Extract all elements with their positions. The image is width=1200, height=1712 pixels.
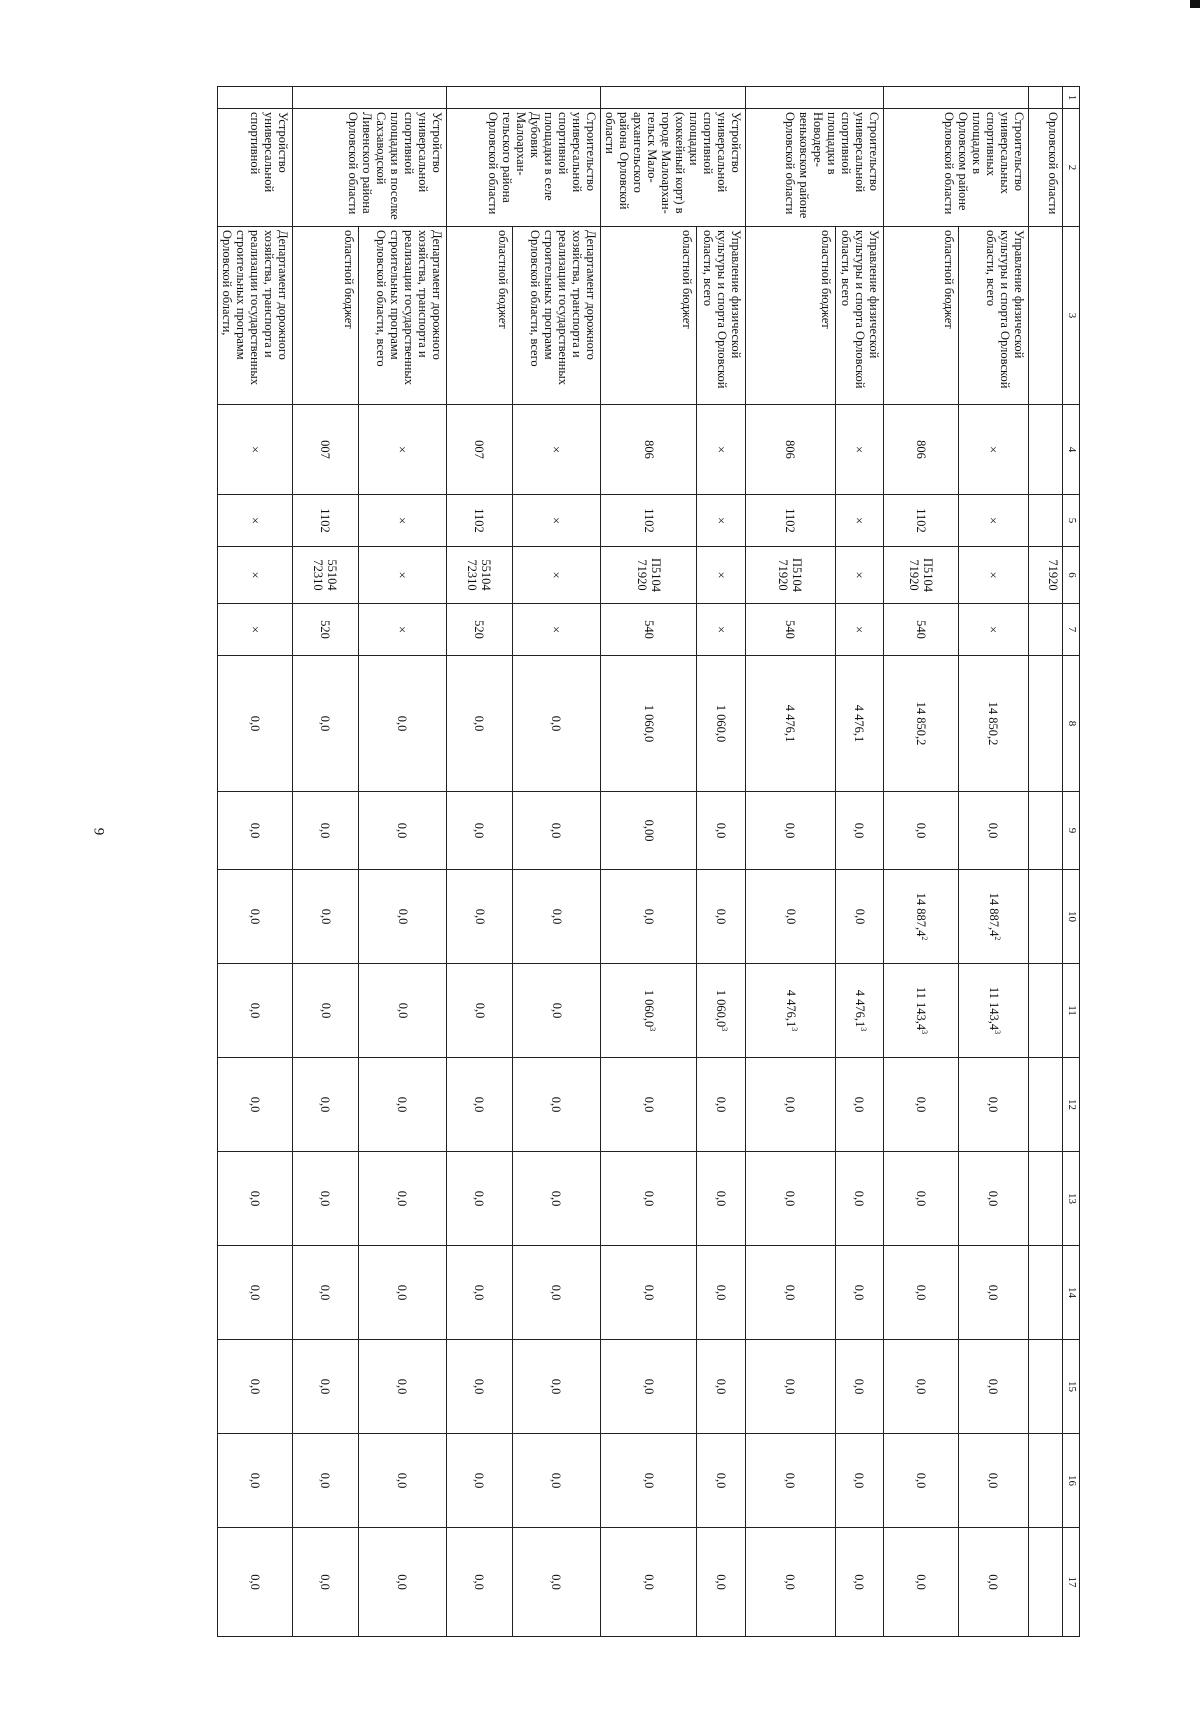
cell-c8: 1 060,0	[601, 656, 697, 792]
cell-c17: 0,0	[513, 1528, 601, 1637]
cell-c9: 0,0	[513, 792, 601, 870]
cell-c13: 0,0	[884, 1152, 959, 1246]
cell-c14: 0,0	[359, 1246, 447, 1340]
amount-cell	[447, 870, 513, 964]
table-row	[447, 87, 513, 1637]
col-header: 5	[1063, 495, 1080, 547]
cell-c9: 0,00	[601, 792, 697, 870]
amount-value: 0,0	[395, 908, 410, 925]
row-index-cell	[447, 87, 601, 109]
amount-cell	[959, 964, 1029, 1058]
event-name: Строительство универсальной спортивной площадки в Новодере-веньковском районе Орловской области	[746, 109, 884, 227]
col-header: 15	[1063, 1340, 1080, 1434]
cell-c13: 0,0	[697, 1152, 746, 1246]
amount-cell	[746, 870, 836, 964]
cell-c12: 0,0	[836, 1058, 884, 1152]
cell-c7: ×	[513, 604, 601, 656]
table-row	[884, 87, 959, 1637]
cell-c17: 0,0	[959, 1528, 1029, 1637]
cell-c17: 0,0	[746, 1528, 836, 1637]
table-body	[218, 87, 1063, 1637]
cell-c16: 0,0	[218, 1434, 293, 1528]
cell-c4: ×	[697, 405, 746, 495]
cell-c17: 0,0	[601, 1528, 697, 1637]
cell-c4: ×	[513, 405, 601, 495]
continued-name: Орловской области	[1029, 109, 1063, 227]
cell-c9: 0,0	[836, 792, 884, 870]
cell-c7: 520	[447, 604, 513, 656]
cell-c17: 0,0	[359, 1528, 447, 1637]
amount-value: 0,0	[472, 908, 487, 925]
funding-source: областной бюджет	[884, 227, 959, 405]
cell-c4: ×	[959, 405, 1029, 495]
cell-c7: 520	[293, 604, 359, 656]
cell-c12: 0,0	[959, 1058, 1029, 1152]
cell-c5: ×	[513, 495, 601, 547]
cell-c4: 007	[447, 405, 513, 495]
funding-source: Департамент дорожного хозяйства, транспорта и реализации государственных строительных программ Орловской области, всего	[513, 227, 601, 405]
cell-c8: 0,0	[447, 656, 513, 792]
cell-c6: 55104 72310	[293, 547, 359, 604]
amount-value: 0,0	[395, 1002, 410, 1019]
cell-c5: ×	[836, 495, 884, 547]
cell-c13: 0,0	[218, 1152, 293, 1246]
cell-c14: 0,0	[836, 1246, 884, 1340]
amount-value: 0,0	[714, 908, 729, 925]
cell-c9: 0,0	[359, 792, 447, 870]
col-header: 17	[1063, 1528, 1080, 1637]
event-name: Устройство универсальной спортивной	[218, 109, 293, 227]
cell-c12: 0,0	[746, 1058, 836, 1152]
amount-cell	[218, 964, 293, 1058]
amount-cell	[746, 964, 836, 1058]
amount-value: 0,0	[247, 1002, 262, 1019]
cell-c5: 1102	[884, 495, 959, 547]
amount-value: 0,0	[641, 908, 656, 925]
row-index-cell	[746, 87, 884, 109]
footnote-mark: 3	[920, 1030, 930, 1035]
cell-c12: 0,0	[884, 1058, 959, 1152]
amount-cell	[836, 870, 884, 964]
event-name: Устройство универсальной спортивной площадки (хоккейный корт) в городе Малоархан-гельск Мало-архангельского района Орловской области	[601, 109, 746, 227]
col-header: 4	[1063, 405, 1080, 495]
amount-cell	[293, 964, 359, 1058]
cell-c4: 007	[293, 405, 359, 495]
col-header: 14	[1063, 1246, 1080, 1340]
col-header: 3	[1063, 227, 1080, 405]
cell-c13: 0,0	[836, 1152, 884, 1246]
cell-c7: ×	[218, 604, 293, 656]
amount-value: 11 143,4	[913, 986, 928, 1031]
cell-c15: 0,0	[601, 1340, 697, 1434]
col-header: 6	[1063, 547, 1080, 604]
cell-c5: ×	[959, 495, 1029, 547]
amount-cell	[447, 964, 513, 1058]
table-row	[293, 87, 359, 1637]
cell-c6: 55104 72310	[447, 547, 513, 604]
cell-c17: 0,0	[447, 1528, 513, 1637]
cell-c8: 0,0	[513, 656, 601, 792]
cell-c15: 0,0	[293, 1340, 359, 1434]
cell-c13: 0,0	[447, 1152, 513, 1246]
corner-mark	[1190, 0, 1200, 8]
cell-c14: 0,0	[959, 1246, 1029, 1340]
cell-c16: 0,0	[359, 1434, 447, 1528]
col-header: 9	[1063, 792, 1080, 870]
cell-c13: 0,0	[959, 1152, 1029, 1246]
cell-c12: 0,0	[601, 1058, 697, 1152]
amount-value: 0,0	[318, 1002, 333, 1019]
cell-c4: 806	[884, 405, 959, 495]
amount-value: 1 060,0	[641, 989, 656, 1028]
cell-c14: 0,0	[513, 1246, 601, 1340]
cell-c6: ×	[359, 547, 447, 604]
table-row	[746, 87, 836, 1637]
footnote-mark: 3	[789, 1027, 799, 1032]
cell-c16: 0,0	[293, 1434, 359, 1528]
amount-cell	[884, 964, 959, 1058]
event-name: Строительство универсальной спортивной площадки в селе Дубовик Малоархан-гельского района Орловской области	[447, 109, 601, 227]
footnote-mark: 3	[858, 1027, 868, 1032]
cell-c5: 1102	[746, 495, 836, 547]
cell-c16: 0,0	[746, 1434, 836, 1528]
amount-cell	[836, 964, 884, 1058]
table-row	[601, 87, 697, 1637]
cell-c8: 0,0	[293, 656, 359, 792]
amount-cell	[601, 964, 697, 1058]
cell-c17: 0,0	[884, 1528, 959, 1637]
page-number: 9	[90, 827, 107, 836]
cell-c12: 0,0	[697, 1058, 746, 1152]
row-index-cell	[218, 87, 293, 109]
amount-value: 0,0	[318, 908, 333, 925]
col-header: 10	[1063, 870, 1080, 964]
column-number-row	[1063, 87, 1080, 1637]
footnote-mark: 3	[647, 1027, 657, 1032]
cell-c5: ×	[697, 495, 746, 547]
table-row	[218, 87, 293, 1637]
cell-c8: 4 476,1	[836, 656, 884, 792]
cell-c7: ×	[697, 604, 746, 656]
cell-c14: 0,0	[218, 1246, 293, 1340]
cell-c7: ×	[959, 604, 1029, 656]
amount-value: 0,0	[549, 1002, 564, 1019]
footnote-mark: 3	[992, 1030, 1002, 1035]
cell-c14: 0,0	[746, 1246, 836, 1340]
row-index-cell	[884, 87, 1029, 109]
amount-value: 4 476,1	[783, 989, 798, 1028]
cell-c6: П5104 71920	[884, 547, 959, 604]
cell-c5: ×	[359, 495, 447, 547]
funding-source: Управление физической культуры и спорта Орловской области, всего	[959, 227, 1029, 405]
cell-c7: ×	[836, 604, 884, 656]
cell-c14: 0,0	[447, 1246, 513, 1340]
cell-c12: 0,0	[218, 1058, 293, 1152]
cell-c15: 0,0	[359, 1340, 447, 1434]
cell-c9: 0,0	[218, 792, 293, 870]
cell-c16: 0,0	[447, 1434, 513, 1528]
col-header: 11	[1063, 964, 1080, 1058]
cell-c8: 1 060,0	[697, 656, 746, 792]
cell-c5: 1102	[447, 495, 513, 547]
cell-c14: 0,0	[601, 1246, 697, 1340]
col-header: 2	[1063, 109, 1080, 227]
cell-c6: ×	[836, 547, 884, 604]
cell-c12: 0,0	[293, 1058, 359, 1152]
col-header: 7	[1063, 604, 1080, 656]
continuation-row	[1029, 87, 1063, 1637]
funding-source: Департамент дорожного хозяйства, транспорта и реализации государственных строительных программ Орловской области,	[218, 227, 293, 405]
cell-c6: П5104 71920	[746, 547, 836, 604]
cell-c12: 0,0	[513, 1058, 601, 1152]
cell-c6: ×	[513, 547, 601, 604]
amount-cell	[359, 870, 447, 964]
amount-cell	[601, 870, 697, 964]
cell-c13: 0,0	[359, 1152, 447, 1246]
cell-c9: 0,0	[746, 792, 836, 870]
col-header: 8	[1063, 656, 1080, 792]
cell-c4: 806	[601, 405, 697, 495]
funding-source: Управление физической культуры и спорта Орловской области, всего	[836, 227, 884, 405]
amount-value: 4 476,1	[852, 989, 867, 1028]
amount-value: 14 887,4	[986, 892, 1001, 937]
event-name: Строительство универсальных спортивных площадок в Орловском районе Орловской области	[884, 109, 1029, 227]
funding-source: Департамент дорожного хозяйства, транспорта и реализации государственных строительных программ Орловской области, всего	[359, 227, 447, 405]
cell-c15: 0,0	[884, 1340, 959, 1434]
cell-c5: ×	[218, 495, 293, 547]
col-header: 16	[1063, 1434, 1080, 1528]
amount-cell	[697, 870, 746, 964]
footnote-mark: 2	[992, 936, 1002, 941]
cell-c15: 0,0	[697, 1340, 746, 1434]
cell-c8: 14 850,2	[959, 656, 1029, 792]
row-index-cell	[293, 87, 447, 109]
cell-c14: 0,0	[884, 1246, 959, 1340]
cell-c7: ×	[359, 604, 447, 656]
cell-c15: 0,0	[959, 1340, 1029, 1434]
cell-c6: ×	[697, 547, 746, 604]
cell-c12: 0,0	[359, 1058, 447, 1152]
amount-cell	[218, 870, 293, 964]
funding-source: областной бюджет	[293, 227, 359, 405]
table-row	[697, 87, 746, 1637]
cell-c8: 0,0	[218, 656, 293, 792]
amount-value: 0,0	[549, 908, 564, 925]
cell-c9: 0,0	[447, 792, 513, 870]
amount-cell	[513, 870, 601, 964]
cell-c14: 0,0	[697, 1246, 746, 1340]
amount-cell	[513, 964, 601, 1058]
cell-c16: 0,0	[697, 1434, 746, 1528]
amount-value: 11 143,4	[986, 986, 1001, 1031]
cell-c15: 0,0	[746, 1340, 836, 1434]
cell-c14: 0,0	[293, 1246, 359, 1340]
continued-code: 71920	[1029, 547, 1063, 604]
cell-c16: 0,0	[513, 1434, 601, 1528]
cell-c6: ×	[218, 547, 293, 604]
cell-c9: 0,0	[697, 792, 746, 870]
cell-c7: 540	[746, 604, 836, 656]
amount-cell	[697, 964, 746, 1058]
cell-c4: 806	[746, 405, 836, 495]
cell-c6: ×	[959, 547, 1029, 604]
cell-c17: 0,0	[293, 1528, 359, 1637]
budget-table	[217, 86, 1080, 1637]
cell-c16: 0,0	[601, 1434, 697, 1528]
cell-c15: 0,0	[218, 1340, 293, 1434]
funding-source: областной бюджет	[601, 227, 697, 405]
cell-c13: 0,0	[746, 1152, 836, 1246]
col-header: 1	[1063, 87, 1080, 109]
cell-c4: ×	[359, 405, 447, 495]
cell-c7: 540	[601, 604, 697, 656]
amount-value: 0,0	[247, 908, 262, 925]
cell-c4: ×	[218, 405, 293, 495]
cell-c17: 0,0	[218, 1528, 293, 1637]
cell-c12: 0,0	[447, 1058, 513, 1152]
funding-source: Управление физической культуры и спорта Орловской области, всего	[697, 227, 746, 405]
amount-cell	[959, 870, 1029, 964]
footnote-mark: 3	[720, 1027, 730, 1032]
cell-c6: П5104 71920	[601, 547, 697, 604]
amount-cell	[884, 870, 959, 964]
row-index-cell	[601, 87, 746, 109]
cell-c5: 1102	[293, 495, 359, 547]
cell-c7: 540	[884, 604, 959, 656]
table-row	[836, 87, 884, 1637]
cell-c17: 0,0	[836, 1528, 884, 1637]
funding-source: областной бюджет	[746, 227, 836, 405]
cell-c13: 0,0	[513, 1152, 601, 1246]
table-row	[513, 87, 601, 1637]
amount-cell	[359, 964, 447, 1058]
footnote-mark: 2	[920, 936, 930, 941]
col-header: 12	[1063, 1058, 1080, 1152]
cell-c8: 14 850,2	[884, 656, 959, 792]
table-row	[359, 87, 447, 1637]
cell-c16: 0,0	[836, 1434, 884, 1528]
cell-c13: 0,0	[293, 1152, 359, 1246]
amount-value: 0,0	[472, 1002, 487, 1019]
amount-value: 0,0	[783, 908, 798, 925]
cell-c9: 0,0	[959, 792, 1029, 870]
cell-c15: 0,0	[513, 1340, 601, 1434]
cell-c15: 0,0	[447, 1340, 513, 1434]
cell-c16: 0,0	[959, 1434, 1029, 1528]
cell-c5: 1102	[601, 495, 697, 547]
amount-cell	[293, 870, 359, 964]
cell-c4: ×	[836, 405, 884, 495]
funding-source: областной бюджет	[447, 227, 513, 405]
cell-c13: 0,0	[601, 1152, 697, 1246]
cell-c9: 0,0	[884, 792, 959, 870]
amount-value: 1 060,0	[714, 989, 729, 1028]
cell-c15: 0,0	[836, 1340, 884, 1434]
rotated-page	[145, 86, 1080, 1636]
col-header: 13	[1063, 1152, 1080, 1246]
cell-c17: 0,0	[697, 1528, 746, 1637]
table-row	[959, 87, 1029, 1637]
cell-c8: 0,0	[359, 656, 447, 792]
amount-value: 0,0	[852, 908, 867, 925]
cell-c8: 4 476,1	[746, 656, 836, 792]
event-name: Устройство универсальной спортивной площадки в поселке Сахзаводской Ливенского района Орловской области	[293, 109, 447, 227]
cell-c9: 0,0	[293, 792, 359, 870]
cell-c16: 0,0	[884, 1434, 959, 1528]
amount-value: 14 887,4	[913, 892, 928, 937]
